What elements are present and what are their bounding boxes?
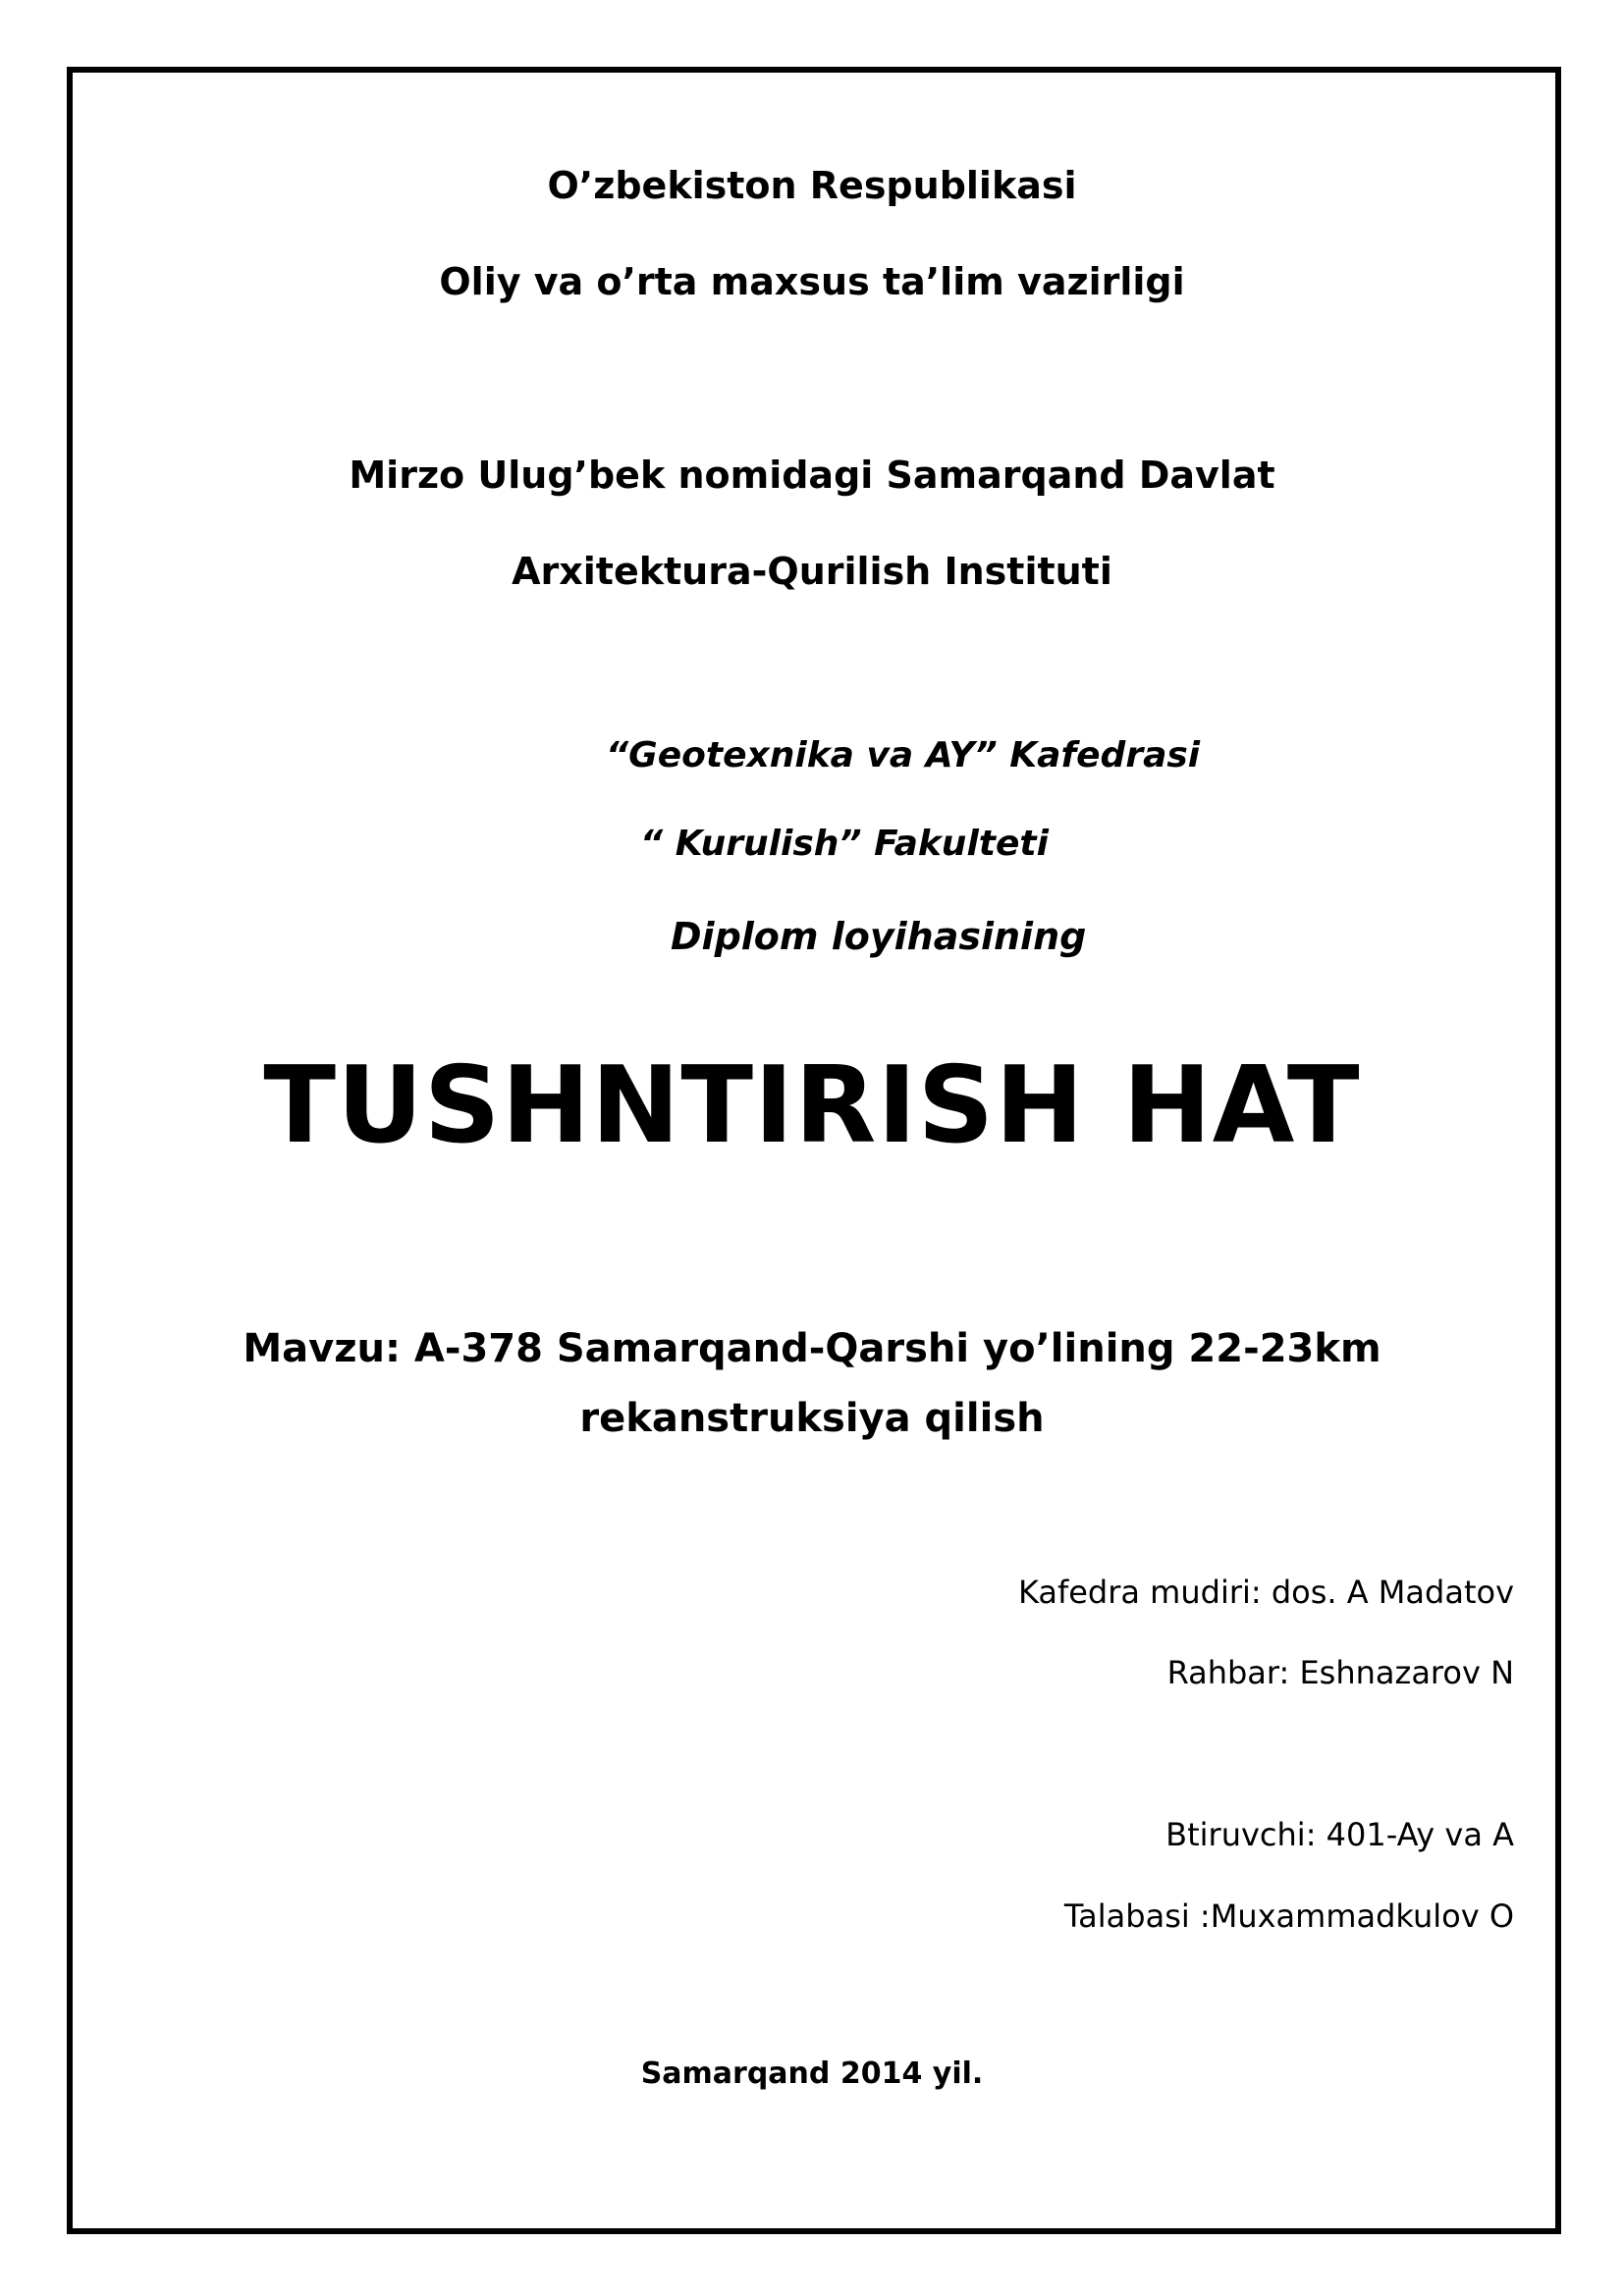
supervisor: Rahbar: Eshnazarov N	[1166, 1654, 1514, 1691]
head-of-department: Kafedra mudiri: dos. A Madatov	[1017, 1574, 1514, 1611]
topic-line-2: rekanstruksiya qilish	[579, 1396, 1045, 1441]
institute-line-1: Mirzo Ulug’bek nomidagi Samarqand Davlat	[349, 454, 1275, 497]
republic-heading: O’zbekiston Respublikasi	[547, 164, 1077, 207]
student: Talabasi :Muxammadkulov O	[1063, 1897, 1514, 1935]
place-and-year: Samarqand 2014 yil.	[640, 2056, 984, 2091]
graduate: Btiruvchi: 401-Ay va A	[1165, 1816, 1514, 1853]
fakultet-line: “ Kurulish” Fakulteti	[640, 824, 1049, 864]
ministry-heading: Oliy va o’rta maxsus ta’lim vazirligi	[439, 260, 1185, 303]
institute-line-2: Arxitektura-Qurilish Instituti	[512, 550, 1112, 593]
project-type-line: Diplom loyihasining	[671, 915, 1087, 958]
document-title: TUSHNTIRISH HAT	[263, 1044, 1361, 1167]
topic-line-1: Mavzu: A-378 Samarqand-Qarshi yo’lining 22-23km	[243, 1326, 1381, 1371]
kafedra-line: “Geotexnika va AY” Kafedrasi	[606, 735, 1201, 775]
